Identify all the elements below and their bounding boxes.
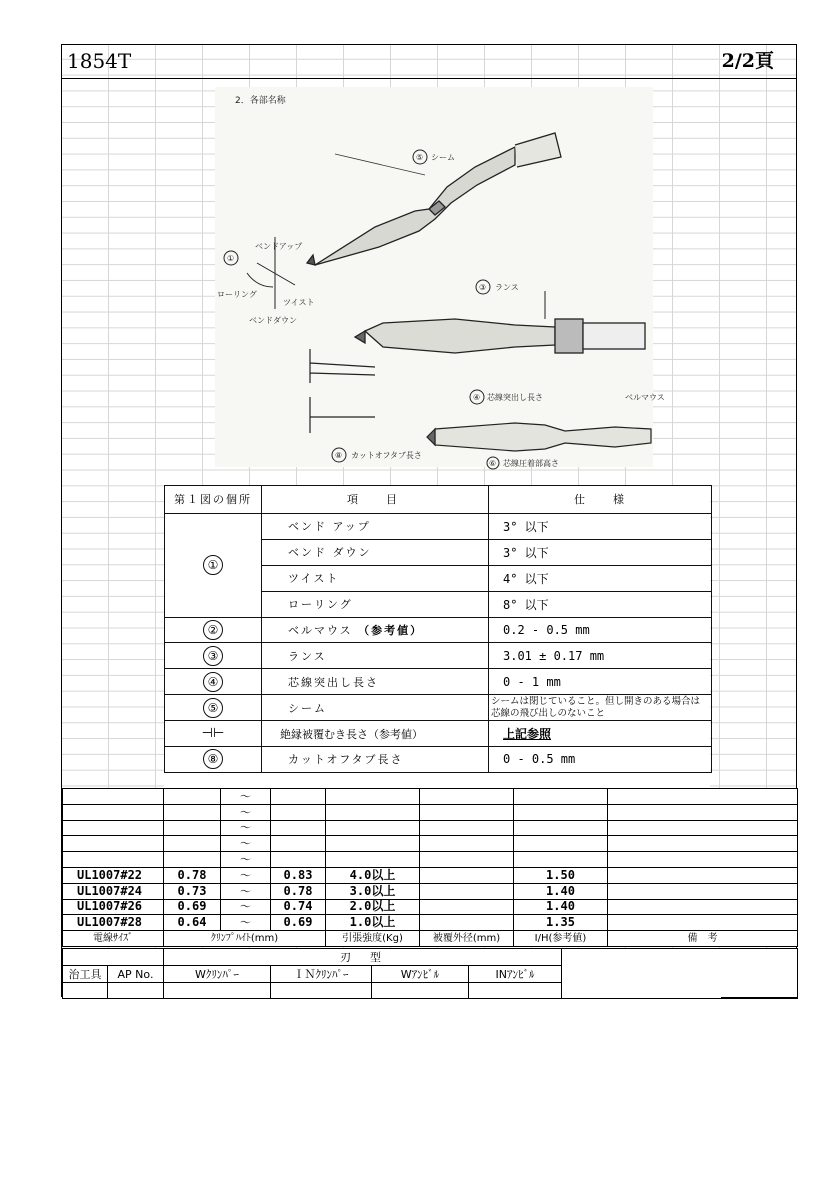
wire-size: UL1007#24 (63, 883, 164, 899)
spec-ref-cell (165, 643, 262, 669)
ref-marker-1: ① (203, 555, 223, 575)
spec-value: 0 - 0.5 mm (489, 746, 712, 772)
insulation-od (420, 883, 514, 899)
cut-section-sketch (310, 349, 375, 433)
terminal-dimension-drawing (427, 423, 651, 451)
header-divider (62, 78, 796, 79)
bellmouth-label: ベルマウス (625, 393, 665, 402)
spec-item: 絶縁被覆むき長さ（参考値） (262, 721, 489, 747)
marker-3-label: ③ (479, 283, 487, 292)
remarks-cell (608, 883, 798, 899)
spec-item: ツイスト (262, 565, 489, 591)
spec-row (165, 695, 712, 721)
spec-header-row (165, 486, 712, 514)
wire-row (63, 915, 798, 931)
insulation-od (420, 899, 514, 915)
spec-header-spec: 仕 様 (489, 486, 712, 514)
range-tilde: ～ (221, 820, 271, 836)
spec-row (165, 643, 712, 669)
ref-marker-3: ③ (203, 646, 223, 666)
wire-size: UL1007#28 (63, 915, 164, 931)
crimp-height-min: 0.73 (164, 883, 221, 899)
remarks-cell (608, 867, 798, 883)
range-tilde: ～ (221, 836, 271, 852)
blank-row (63, 836, 798, 852)
ih-value: 1.40 (514, 883, 608, 899)
insulation-od (420, 867, 514, 883)
spec-table (164, 485, 712, 773)
spec-value: 3.01 ± 0.17 mm (489, 643, 712, 669)
pull-strength: 4.0以上 (326, 867, 420, 883)
column-header-row (63, 931, 798, 947)
spec-header-ref: 第１図の個所 (165, 486, 262, 514)
seam-label: シーム (431, 153, 455, 162)
marker-8-left-label: ⑧ (335, 451, 343, 460)
remarks-cell (608, 899, 798, 915)
spec-table-panel (164, 485, 710, 799)
spec-value: 4° 以下 (489, 565, 712, 591)
tooling-table-panel (62, 948, 797, 999)
spec-value: 0 - 1 mm (489, 669, 712, 695)
footer-line (721, 997, 797, 998)
spec-ref-cell (165, 669, 262, 695)
insulation-od (420, 915, 514, 931)
spec-item: ベルマウス (288, 623, 353, 637)
col-remarks: 備 考 (608, 931, 798, 947)
wire-size: UL1007#26 (63, 899, 164, 915)
range-tilde: ～ (221, 789, 271, 805)
pull-strength: 2.0以上 (326, 899, 420, 915)
spec-value: 3° 以下 (489, 539, 712, 565)
document-sheet (61, 44, 797, 997)
document-id: 1854T (67, 49, 132, 73)
spec-value-note: シームは閉じていること。但し開きのある場合は芯線の飛び出しのないこと (489, 695, 712, 721)
spec-header-item: 項 目 (262, 486, 489, 514)
page-number: 2/2頁 (721, 50, 774, 72)
spec-ref-cell (165, 513, 262, 617)
marker-5-label: ⑤ (416, 153, 424, 162)
ref-marker-4: ④ (203, 672, 223, 692)
core-protrusion-label: 芯線突出し長さ (487, 393, 543, 402)
range-tilde: ～ (221, 899, 271, 915)
seam-leader-line (335, 154, 425, 175)
spec-row (165, 746, 712, 772)
ih-value: 1.40 (514, 899, 608, 915)
ap-no-label: AP No. (108, 966, 164, 983)
marker-4-label: ④ (473, 393, 481, 402)
blank-row (63, 852, 798, 868)
blank-row (63, 804, 798, 820)
tooling-title-row (63, 949, 798, 966)
col-ih: I/H(参考値) (514, 931, 608, 947)
ref-marker-2: ② (203, 620, 223, 640)
marker-1-label: ① (227, 254, 235, 263)
spec-item-note: （参考値） (358, 623, 424, 637)
spec-ref-cell (165, 617, 262, 643)
crimp-height-max: 0.69 (271, 915, 326, 931)
cutoff-tab-label: カットオフタブ長さ (351, 451, 422, 460)
tooling-table (62, 948, 798, 999)
in-crimper-label: ＩＮｸﾘﾝﾊﾟｰ (271, 966, 372, 983)
lance-label: ランス (495, 283, 519, 292)
spec-ref-cell (165, 746, 262, 772)
wire-row (63, 867, 798, 883)
rolling-label: ローリング (217, 290, 257, 299)
range-tilde: ～ (221, 867, 271, 883)
bend-up-label: ベンドアップ (255, 242, 303, 251)
spec-value: 3° 以下 (489, 513, 712, 539)
range-tilde: ～ (221, 915, 271, 931)
in-anvil-label: INｱﾝﾋﾞﾙ (469, 966, 562, 983)
crimp-height-min: 0.78 (164, 867, 221, 883)
crimp-height-min: 0.64 (164, 915, 221, 931)
wire-spec-grid (62, 788, 797, 947)
range-tilde: ～ (221, 804, 271, 820)
spec-item: ランス (262, 643, 489, 669)
spec-item: 芯線突出し長さ (262, 669, 489, 695)
spec-value: 0.2 - 0.5 mm (489, 617, 712, 643)
terminal-side-drawing (355, 319, 645, 353)
spec-value: 8° 以下 (489, 591, 712, 617)
twist-label: ツイスト (283, 298, 315, 307)
ref-marker-5: ⑤ (203, 698, 223, 718)
col-crimp-height: ｸﾘﾝﾌﾟﾊｲﾄ(mm) (164, 931, 326, 947)
blade-type-title: 刃 型 (164, 949, 562, 966)
pull-strength: 3.0以上 (326, 883, 420, 899)
blank-row (63, 789, 798, 805)
range-tilde: ～ (221, 883, 271, 899)
col-wire-size: 電線ｻｲｽﾞ (63, 931, 164, 947)
ref-marker-8: ⑧ (203, 749, 223, 769)
spec-item: カットオフタブ長さ (262, 746, 489, 772)
core-crimp-height-label: 芯線圧着部高さ (503, 459, 559, 468)
spec-item: ベンド ダウン (262, 539, 489, 565)
spec-item: ローリング (262, 591, 489, 617)
ih-value: 1.35 (514, 915, 608, 931)
terminal-diagram (215, 87, 665, 468)
spec-row (165, 669, 712, 695)
w-anvil-label: Wｱﾝﾋﾞﾙ (372, 966, 469, 983)
spec-row (165, 617, 712, 643)
spec-row (165, 721, 712, 747)
tooling-blank (562, 949, 798, 999)
crimp-height-max: 0.83 (271, 867, 326, 883)
crimp-height-max: 0.78 (271, 883, 326, 899)
bend-down-label: ベンドダウン (249, 316, 297, 325)
col-pull-strength: 引張強度(Kg) (326, 931, 420, 947)
terminal-drawing (215, 87, 665, 468)
spec-item-cell (262, 617, 489, 643)
remarks-cell (608, 915, 798, 931)
spec-item: シーム (262, 695, 489, 721)
blank-row (63, 820, 798, 836)
w-crimper-label: Wｸﾘﾝﾊﾟｰ (164, 966, 271, 983)
figure-section-title: 2．各部名称 (235, 96, 286, 106)
crimp-height-min: 0.69 (164, 899, 221, 915)
crimp-height-max: 0.74 (271, 899, 326, 915)
spec-value: 上記参照 (489, 721, 712, 747)
wire-row (63, 883, 798, 899)
wire-size: UL1007#22 (63, 867, 164, 883)
marker-6-label: ⑥ (489, 459, 497, 468)
ih-value: 1.50 (514, 867, 608, 883)
pull-strength: 1.0以上 (326, 915, 420, 931)
strip-length-symbol: ⊣⊢ (165, 721, 262, 747)
wire-spec-table (62, 788, 798, 947)
spec-ref-cell (165, 695, 262, 721)
col-insulation-od: 被覆外径(mm) (420, 931, 514, 947)
spec-item: ベンド アップ (262, 513, 489, 539)
wire-row (63, 899, 798, 915)
jig-label: 治工具 (63, 966, 108, 983)
range-tilde: ～ (221, 852, 271, 868)
spec-row (165, 513, 712, 539)
